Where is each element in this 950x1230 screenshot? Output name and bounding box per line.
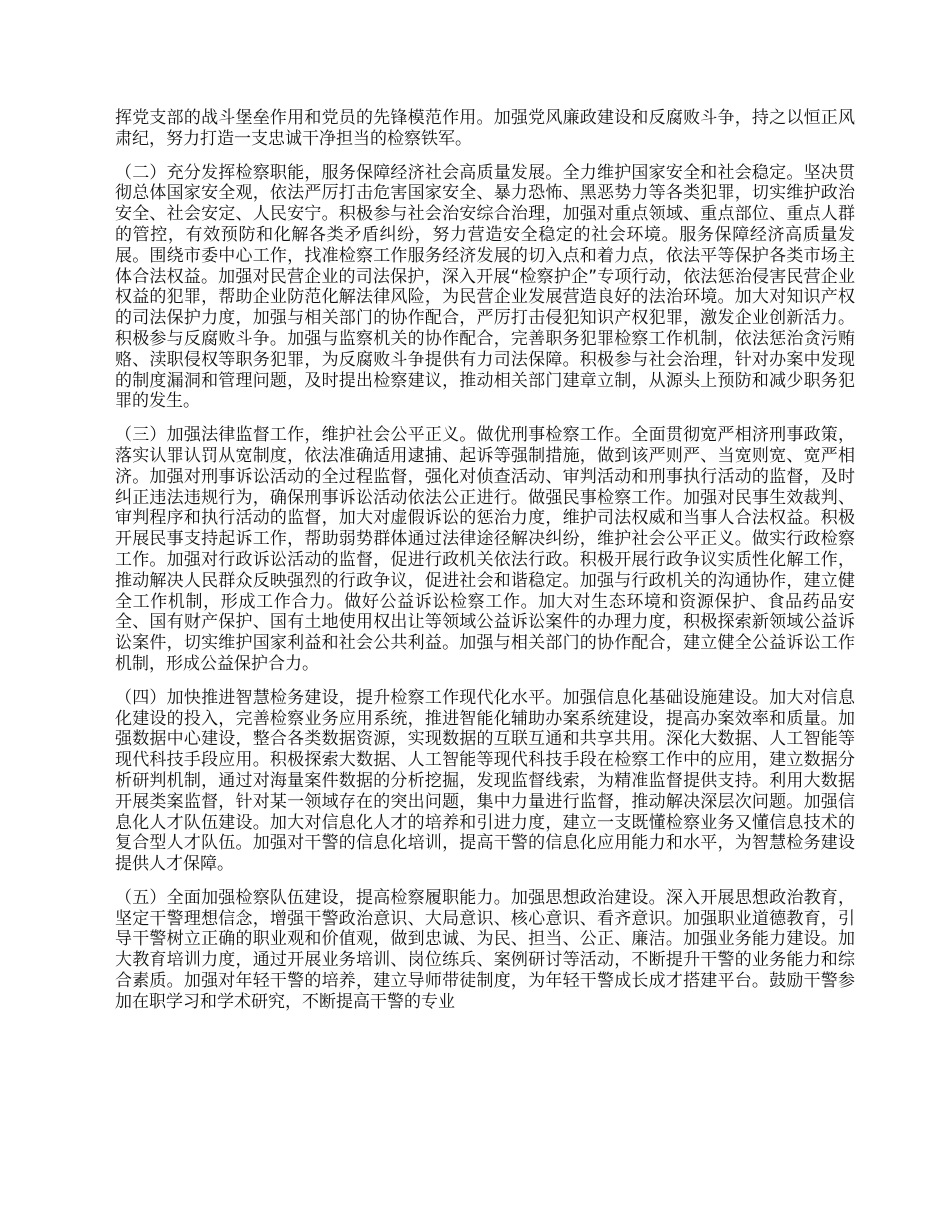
paragraph-section-four: （四）加快推进智慧检务建设，提升检察工作现代化水平。加强信息化基础设施建设。加大对信息化建设的投入，完善检察业务应用系统，推进智能化辅助办案系统建设，提高办案效率和质量。加强数据中心建设，整合各类数据资源，实现数据的互联互通和共享共用。深化大数据、人工智能等现代科技手段应用。积极探索大数据、人工智能等现代科技手段在检察工作中的应用，建立数据分析研判机制，通过对海量案件数据的分析挖掘，发现监督线索，为精准监督提供支持。利用大数据开展类案监督，针对某一领域存在的突出问题，集中力量进行监督，推动解决深层次问题。加强信息化人才队伍建设。加大对信息化人才的培养和引进力度，建立一支既懂检察业务又懂信息技术的复合型人才队伍。加强对干警的信息化培训，提高干警的信息化应用能力和水平，为智慧检务建设提供人才保障。 — [115, 687, 855, 875]
paragraph-party-discipline: 挥党支部的战斗堡垒作用和党员的先锋模范作用。加强党风廉政建设和反腐败斗争，持之以恒正风肃纪，努力打造一支忠诚干净担当的检察铁军。 — [115, 108, 855, 149]
paragraph-section-five: （五）全面加强检察队伍建设，提高检察履职能力。加强思想政治建设。深入开展思想政治教育，坚定干警理想信念，增强干警政治意识、大局意识、核心意识、看齐意识。加强职业道德教育，引导干警树立正确的职业观和价值观，做到忠诚、为民、担当、公正、廉洁。加强业务能力建设。加大教育培训力度，通过开展业务培训、岗位练兵、案例研讨等活动，不断提升干警的业务能力和综合素质。加强对年轻干警的培养，建立导师带徒制度，为年轻干警成长成才搭建平台。鼓励干警参加在职学习和学术研究，不断提高干警的专业 — [115, 887, 855, 1012]
paragraph-section-two: （二）充分发挥检察职能，服务保障经济社会高质量发展。全力维护国家安全和社会稳定。坚决贯彻总体国家安全观，依法严厉打击危害国家安全、暴力恐怖、黑恶势力等各类犯罪，切实维护政治安全、社会安定、人民安宁。积极参与社会治安综合治理，加强对重点领域、重点部位、重点人群的管控，有效预防和化解各类矛盾纠纷，努力营造安全稳定的社会环境。服务保障经济高质量发展。围绕市委中心工作，找准检察工作服务经济发展的切入点和着力点，依法平等保护各类市场主体合法权益。加强对民营企业的司法保护，深入开展“检察护企”专项行动，依法惩治侵害民营企业权益的犯罪，帮助企业防范化解法律风险，为民营企业发展营造良好的法治环境。加大对知识产权的司法保护力度，加强与相关部门的协作配合，严厉打击侵犯知识产权犯罪，激发企业创新活力。积极参与反腐败斗争。加强与监察机关的协作配合，完善职务犯罪检察工作机制，依法惩治贪污贿赂、渎职侵权等职务犯罪，为反腐败斗争提供有力司法保障。积极参与社会治理，针对办案中发现的制度漏洞和管理问题，及时提出检察建议，推动相关部门建章立制，从源头上预防和减少职务犯罪的发生。 — [115, 162, 855, 412]
document-body — [115, 108, 855, 1026]
paragraph-section-three: （三）加强法律监督工作，维护社会公平正义。做优刑事检察工作。全面贯彻宽严相济刑事政策，落实认罪认罚从宽制度，依法准确适用逮捕、起诉等强制措施，做到该严则严、当宽则宽、宽严相济。加强对刑事诉讼活动的全过程监督，强化对侦查活动、审判活动和刑事执行活动的监督，及时纠正违法违规行为，确保刑事诉讼活动依法公正进行。做强民事检察工作。加强对民事生效裁判、审判程序和执行活动的监督，加大对虚假诉讼的惩治力度，维护司法权威和当事人合法权益。积极开展民事支持起诉工作，帮助弱势群体通过法律途径解决纠纷，维护社会公平正义。做实行政检察工作。加强对行政诉讼活动的监督，促进行政机关依法行政。积极开展行政争议实质性化解工作，推动解决人民群众反映强烈的行政争议，促进社会和谐稳定。加强与行政机关的沟通协作，建立健全工作机制，形成工作合力。做好公益诉讼检察工作。加大对生态环境和资源保护、食品药品安全、国有财产保护、国有土地使用权出让等领域公益诉讼案件的办理力度，积极探索新领域公益诉讼案件，切实维护国家利益和社会公共利益。加强与相关部门的协作配合，建立健全公益诉讼工作机制，形成公益保护合力。 — [115, 425, 855, 674]
